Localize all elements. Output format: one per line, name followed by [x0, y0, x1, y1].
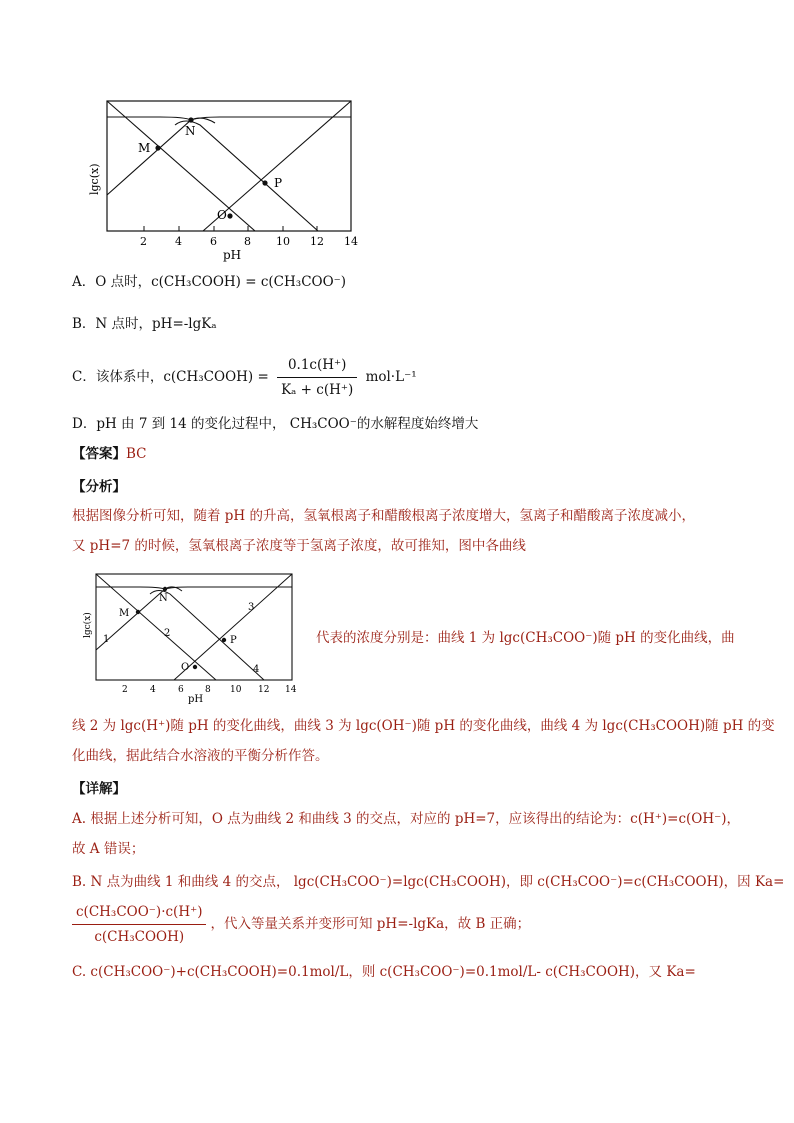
- point-m-2: [136, 610, 140, 614]
- option-c: [72, 355, 417, 400]
- plot-frame: [107, 101, 351, 231]
- analysis-tag: 【分析】: [72, 479, 126, 495]
- label-m-2: M: [119, 608, 130, 619]
- tick-14: 14: [344, 235, 358, 248]
- option-a: A．O 点时，c(CH₃COOH) = c(CH₃COO⁻): [72, 274, 347, 290]
- curve-top-flat-2: [96, 587, 292, 589]
- analysis-p2-line2: 化曲线，据此结合水溶液的平衡分析作答。: [72, 748, 329, 764]
- point-n: [188, 117, 193, 122]
- curve-acetic-acid: [175, 121, 318, 231]
- answer-line: [72, 444, 147, 464]
- detail-b-numerator: c(CH₃COO⁻)·c(H⁺): [72, 902, 206, 925]
- x-ticks: [140, 226, 358, 248]
- point-m: [155, 145, 160, 150]
- tick-12: 12: [310, 235, 324, 248]
- curve-hydrogen: [107, 101, 255, 231]
- plot-frame-2: [96, 574, 292, 680]
- analysis-p2-line1: 线 2 为 lgc(H⁺)随 pH 的变化曲线，曲线 3 为 lgc(OH⁻)随 pH 的变化曲线，曲线 4 为 lgc(CH₃COOH)随 pH 的变: [72, 718, 775, 734]
- tick2-12: 12: [258, 685, 270, 695]
- option-c-prefix: C．该体系中，c(CH₃COOH) =: [72, 369, 269, 385]
- tick2-2: 2: [122, 685, 128, 695]
- detail-b-line2: [72, 902, 530, 947]
- x-ticks-2: [122, 685, 297, 695]
- curve-top-flat: [107, 117, 351, 120]
- label-o: O: [217, 208, 227, 222]
- curve-3: [174, 574, 292, 680]
- label-p: P: [274, 176, 283, 190]
- detail-b-fraction: [72, 902, 206, 947]
- point-o-2: [193, 665, 197, 669]
- label-p-2: P: [230, 635, 237, 646]
- x-axis-label: pH: [223, 248, 242, 262]
- option-c-unit: mol·L⁻¹: [365, 369, 417, 385]
- detail-tag: 【详解】: [72, 781, 126, 797]
- answer-text: BC: [126, 446, 147, 462]
- figure-2-graph: [78, 570, 308, 706]
- tick2-8: 8: [205, 685, 211, 695]
- option-c-numerator: 0.1c(H⁺): [277, 355, 357, 378]
- y-axis-label-2: lgc(x): [83, 612, 93, 638]
- analysis-side-text: 代表的浓度分别是：曲线 1 为 lgc(CH₃COO⁻)随 pH 的变化曲线，曲: [316, 630, 735, 646]
- answer-tag: 【答案】: [72, 446, 126, 462]
- tick2-6: 6: [178, 685, 184, 695]
- curve-acetate: [107, 118, 215, 195]
- curve-2: [96, 574, 216, 680]
- option-c-fraction: [277, 355, 357, 400]
- option-b: B．N 点时，pH=-lgKₐ: [72, 316, 217, 332]
- detail-b-rest: ，代入等量关系并变形可知 pH=-lgKa，故 B 正确；: [210, 916, 531, 932]
- point-p-2: [222, 638, 226, 642]
- analysis-p1-line2: 又 pH=7 的时候，氢氧根离子浓度等于氢离子浓度，故可推知，图中各曲线: [72, 538, 526, 554]
- tick-2: 2: [140, 235, 147, 248]
- tick2-14: 14: [285, 685, 297, 695]
- label-n: N: [185, 124, 196, 138]
- tick2-4: 4: [150, 685, 156, 695]
- detail-a-line1: A. 根据上述分析可知，O 点为曲线 2 和曲线 3 的交点，对应的 pH=7，应该得出的结论为：c(H⁺)=c(OH⁻)，: [72, 811, 741, 827]
- detail-a-line2: 故 A 错误；: [72, 841, 145, 857]
- label-o-2: O: [181, 662, 190, 673]
- detail-c-line1: C. c(CH₃COO⁻)+c(CH₃COOH)=0.1mol/L，则 c(CH₃COO⁻)=0.1mol/L- c(CH₃COOH)，又 Ka=: [72, 964, 696, 980]
- y-axis-label: lgc(x): [88, 163, 101, 195]
- tick-4: 4: [175, 235, 182, 248]
- label-n-2: N: [159, 593, 168, 604]
- tick-6: 6: [210, 235, 217, 248]
- x-axis-label-2: pH: [188, 694, 204, 705]
- analysis-p1-line1: 根据图像分析可知，随着 pH 的升高，氢氧根离子和醋酸根离子浓度增大，氢离子和醋酸离子浓度减小，: [72, 508, 695, 524]
- curve-label-2: 2: [164, 628, 171, 639]
- tick2-10: 10: [230, 685, 242, 695]
- tick-8: 8: [244, 235, 251, 248]
- detail-b-denominator: c(CH₃COOH): [94, 929, 185, 945]
- point-n-2: [163, 587, 167, 591]
- curve-label-1: 1: [103, 634, 110, 645]
- figure-1-graph: [80, 95, 370, 265]
- point-p: [262, 180, 267, 185]
- detail-b-line1: B. N 点为曲线 1 和曲线 4 的交点， lgc(CH₃COO⁻)=lgc(CH₃COOH)，即 c(CH₃COO⁻)=c(CH₃COOH)，因 Ka=: [72, 874, 785, 890]
- tick-10: 10: [276, 235, 290, 248]
- label-m: M: [138, 141, 151, 155]
- option-d: D．pH 由 7 到 14 的变化过程中， CH₃COO⁻的水解程度始终增大: [72, 416, 479, 432]
- curve-label-4: 4: [253, 664, 260, 675]
- option-c-denominator: Kₐ + c(H⁺): [281, 382, 354, 398]
- curve-label-3: 3: [248, 602, 255, 613]
- point-o: [227, 213, 232, 218]
